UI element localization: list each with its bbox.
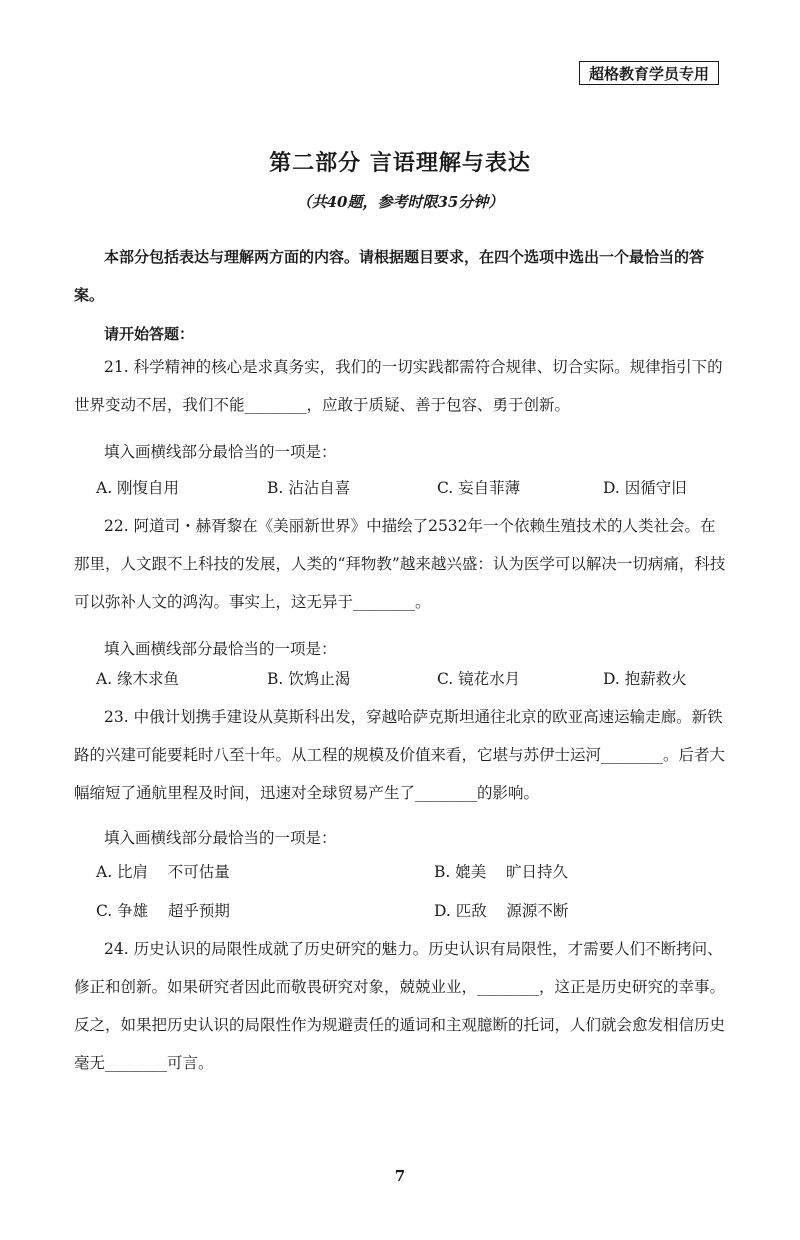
question-22-option-c[interactable]: C. 镜花水月 [437, 670, 521, 688]
question-22-option-d[interactable]: D. 抱薪救火 [603, 670, 687, 688]
start-prompt: 请开始答题： [104, 325, 195, 343]
question-21-prompt: 填入画横线部分最恰当的一项是： [104, 443, 337, 461]
question-23-option-a[interactable]: A. 比肩 不可估量 [96, 863, 230, 881]
question-22-prompt: 填入画横线部分最恰当的一项是： [104, 640, 337, 658]
section-subtitle: （共40题，参考时限35分钟） [296, 193, 504, 211]
question-21-stem: 21. 科学精神的核心是求真务实，我们的一切实践都需符合规律、切合实际。规律指引下的世界变动不居，我们不能________，应敢于质疑、善于包容、勇于创新。 [74, 358, 723, 414]
question-24-stem: 24. 历史认识的局限性成就了历史研究的魅力。历史认识有局限性，才需要人们不断拷问、修正和创新。如果研究者因此而敬畏研究对象，兢兢业业，________，这正是历史研究的幸事。反之，如果把历史认识的局限性作为规避责任的遁词和主观臆断的托词，人们就会愈发相信历史毫无________可言。 [74, 940, 726, 1072]
question-21-option-b[interactable]: B. 沾沾自喜 [267, 479, 351, 497]
question-23-option-c[interactable]: C. 争雄 超乎预期 [96, 902, 230, 920]
section-title: 第二部分 言语理解与表达 [269, 151, 531, 176]
question-23-stem: 23. 中俄计划携手建设从莫斯科出发，穿越哈萨克斯坦通往北京的欧亚高速运输走廊。新铁路的兴建可能要耗时八至十年。从工程的规模及价值来看，它堪与苏伊士运河________。后者大幅缩短了通航里程及时间，迅速对全球贸易产生了________的影响。 [74, 708, 726, 802]
question-21-option-a[interactable]: A. 刚愎自用 [96, 479, 180, 497]
question-21-option-c[interactable]: C. 妄自菲薄 [437, 479, 521, 497]
question-23-option-b[interactable]: B. 媲美 旷日持久 [434, 863, 568, 881]
page-number: 7 [394, 1167, 406, 1185]
section-instructions: 本部分包括表达与理解两方面的内容。请根据题目要求，在四个选项中选出一个最恰当的答案。 [74, 248, 705, 304]
student-only-stamp: 超格教育学员专用 [579, 61, 719, 85]
question-22-stem: 22. 阿道司・赫胥黎在《美丽新世界》中描绘了2532年一个依赖生殖技术的人类社会。在那里，人文跟不上科技的发展，人类的“拜物教”越来越兴盛：认为医学可以解决一切病痛，科技可以弥补人文的鸿沟。事实上，这无异于________。 [74, 517, 726, 611]
question-23-prompt: 填入画横线部分最恰当的一项是： [104, 829, 337, 847]
question-23-option-d[interactable]: D. 匹敌 源源不断 [434, 902, 569, 920]
question-21-option-d[interactable]: D. 因循守旧 [603, 479, 687, 497]
question-22-option-b[interactable]: B. 饮鸩止渴 [267, 670, 351, 688]
question-22-option-a[interactable]: A. 缘木求鱼 [96, 670, 180, 688]
